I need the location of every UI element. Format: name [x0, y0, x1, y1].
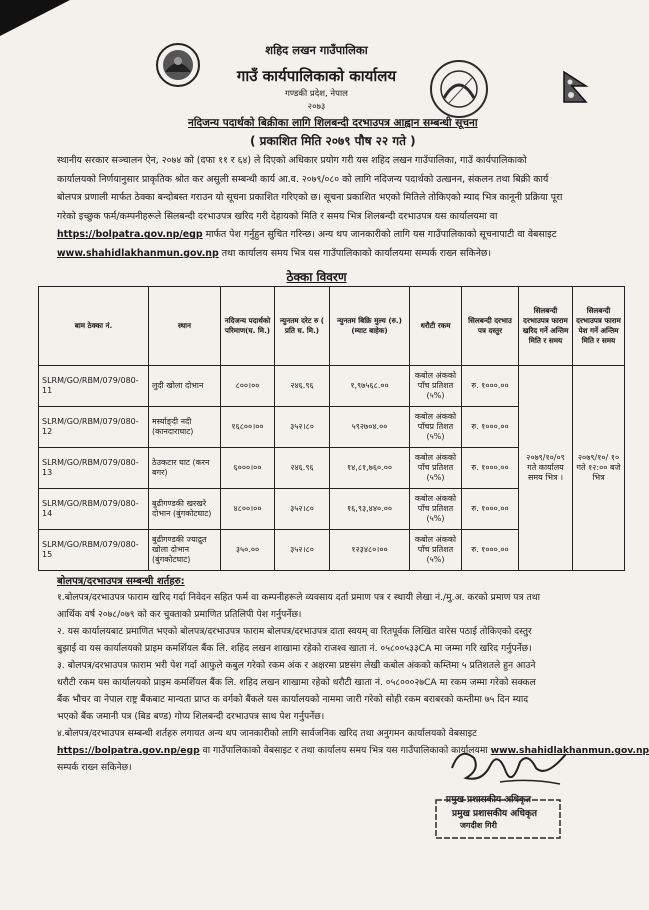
egp-link[interactable]: https://bolpatra.gov.np/egp — [57, 229, 203, 241]
intro-line: गरेको इच्छुक फर्म/कम्पनीहरूले सिलबन्दी दरभाउपत्र खरिद गरी देहायको मिति र समय भित्र शिलबन्दी दरभाउपत्र यस कार्यालयमा वा — [57, 210, 498, 222]
cell-fee: रु. १०००.०० — [462, 530, 519, 571]
cell-fee: रु. १०००.०० — [462, 448, 519, 489]
intro-line — [57, 226, 612, 245]
col-header-purchase-deadline: सिलबन्दी दरभाउपत्र फाराम खरिद गर्ने अन्तिम मिति र समय — [519, 287, 573, 366]
egp-link-terms[interactable]: https://bolpatra.gov.np/egp — [57, 745, 200, 756]
cell-submit-deadline: २०७९/१०/ १० गते १२:०० बजे भित्र — [573, 366, 625, 571]
cell-deposit: कबोल अंकको पाँच प्रतिशत (५%) — [410, 530, 462, 571]
province-name: गण्डकी प्रदेश, नेपाल — [285, 89, 348, 99]
stamp-name: जगदीश गिरी — [460, 821, 497, 830]
cell-price: १६,९३,४४०.०० — [330, 489, 410, 530]
terms-line: सम्पर्क राख्न सकिनेछ। — [57, 762, 132, 773]
terms-line: धरौटी रकम यस कार्यालयको प्राइम कमर्शियल बैंक लि. शहिद लखन शाखामा रहेको धरौटी खाता नं. ०५८०००२७CA मा रकम जम्मा गरेको सक्कल — [57, 677, 536, 688]
office-name: गाउँ कार्यपालिकाको कार्यालय — [236, 67, 397, 85]
established-year: २०७३ — [307, 102, 326, 112]
col-header-deposit: धरौटी रकम — [410, 287, 462, 366]
cell-place: लुदी खोला दोभान — [149, 366, 221, 407]
col-header-rate: न्युनतम दरेट रु ( प्रति घ. मि.) — [275, 287, 330, 366]
terms-line: आर्थिक वर्ष २०७८/०७९ को कर चुक्ताको प्रमाणित प्रतिलिपी पेश गर्नुपर्नेछ। — [57, 609, 302, 620]
col-header-place: स्थान — [149, 287, 221, 366]
table-header-row — [39, 287, 625, 366]
cell-quantity: ६०००।०० — [221, 448, 275, 489]
col-header-fee: सिलबन्दी दरभाउ पत्र दस्तुर — [462, 287, 519, 366]
cell-place: बुढीगण्डकी ज्याद्रुत खोला दोभान (बुंगकोटघाट) — [149, 530, 221, 571]
designation-label: प्रमुख प्रशासकीय अधिकृत — [446, 795, 532, 805]
cell-quantity: ४८००।०० — [221, 489, 275, 530]
cell-deposit: कबोल अंकको पाँच प्रतिशत (५%) — [410, 448, 462, 489]
cell-contract-no: SLRM/GO/RBM/079/080-14 — [39, 489, 149, 530]
cell-rate: ३५२।८० — [275, 489, 330, 530]
terms-line: बुझाई वा यस कार्यालयको प्राइम कमर्शियल बैंक लि. शहिद लखन शाखामा रहेको राजश्व खाता नं. ०५८००५३३CA मा जम्मा गरि खरिद गर्नुपर्नेछ। — [57, 643, 532, 654]
cell-contract-no: SLRM/GO/RBM/079/080-13 — [39, 448, 149, 489]
cell-fee: रु. १०००.०० — [462, 407, 519, 448]
website-link[interactable]: www.shahidlakhanmun.gov.np — [57, 247, 219, 259]
col-header-submit-deadline: सिलबन्दी दरभाउपत्र फाराम पेश गर्ने अन्तिम मिति र समय — [573, 287, 625, 366]
terms-line: भएको बैंक जमानी पत्र (बिड बण्ड) गोप्य शिलबन्दी दरभाउपत्र साथ पेश गर्नुपर्नेछ। — [57, 711, 325, 722]
intro-line-text: तथा कार्यालय समय भित्र यस गाउँपालिकाको कार्यालयमा सम्पर्क राख्न सकिनेछ। — [221, 247, 492, 259]
cell-deposit: कबोल अंकको पाँच प्रतिशत (५%) — [410, 366, 462, 407]
cell-fee: रु. १०००.०० — [462, 366, 519, 407]
cell-rate: ३५२।८० — [275, 407, 330, 448]
notice-title: नदिजन्य पदार्थको बिक्रीका लागि शिलबन्दी दरभाउपत्र आह्वान सम्बन्धी सूचना — [188, 117, 478, 129]
cell-contract-no: SLRM/GO/RBM/079/080-15 — [39, 530, 149, 571]
website-link-terms[interactable]: www.shahidlakhanmun.gov.np — [490, 745, 649, 756]
cell-deposit: कबोल अंकको पाँचप्र तिशत (५%) — [410, 407, 462, 448]
cell-contract-no: SLRM/GO/RBM/079/080-12 — [39, 407, 149, 448]
intro-line-text: मार्फत पेश गर्नुहुन सुचित गरिन्छ। अन्य थप जानकारीको लागि यस गाउँपालिकाको सूचनापाटी वा वेबसाइट — [205, 229, 557, 241]
cell-place: बुढीगण्डकी खरखरे दोभान (बुंगकोटघाट) — [149, 489, 221, 530]
terms-title: बोलपत्र/दरभाउपत्र सम्बन्धी शर्तहरु: — [57, 576, 185, 587]
contract-table — [38, 286, 625, 571]
cell-price: १,९७५६८.०० — [330, 366, 410, 407]
cell-price: १२३४८०।०० — [330, 530, 410, 571]
cell-price: १४,८१,७६०.०० — [330, 448, 410, 489]
terms-line: ४.बोलपत्र/दरभाउपत्र सम्बन्धी शर्तहरु लगायत अन्य थप जानकारीको लागि सार्वजनिक खरिद तथा अनुगमन कार्यालयको वेबसाइट — [57, 728, 477, 739]
intro-line: स्थानीय सरकार सञ्चालन ऐन, २०७४ को (दफा ११ र ६४) ले दिएको अधिकार प्रयोग गरी यस शहिद लखन गाउँपालिका, गाउँ कार्यपालिकाको — [57, 155, 527, 166]
intro-line — [57, 245, 612, 264]
cell-contract-no: SLRM/GO/RBM/079/080-11 — [39, 366, 149, 407]
table-row — [39, 366, 625, 407]
scan-corner-shadow — [0, 0, 70, 36]
cell-rate: २४६.९६ — [275, 366, 330, 407]
cell-quantity: ८००।०० — [221, 366, 275, 407]
published-date: ( प्रकाशित मिति २०७९ पौष २२ गते ) — [250, 134, 416, 148]
cell-fee: रु. १०००.०० — [462, 489, 519, 530]
cell-place: ठेउकटार घाट (करन बगर) — [149, 448, 221, 489]
cell-purchase-deadline: २०७९/१०/०९ गते कार्यालय समय भित्र । — [519, 366, 573, 571]
col-header-min-price: न्युनतम बिक्रि मुल्य (रु.) (म्याट बाहेक) — [330, 287, 410, 366]
contract-section-title: ठेक्का विवरण — [286, 270, 347, 284]
intro-line: कार्यालयको निर्णयानुसार प्राकृतिक श्रोत कर असुली सम्बन्धी कार्य आ.व. २०७९/०८० को लागि नदिजन्य पदार्थको उत्खनन, संकलन तथा बिक्री कार्य — [57, 173, 549, 185]
official-stamp-icon — [432, 796, 564, 842]
intro-paragraph — [57, 152, 612, 264]
cell-deposit: कबोल अंकको पाँच प्रतिशत (५%) — [410, 489, 462, 530]
col-header-contract-no: बाम ठेक्का नं. — [39, 287, 149, 366]
terms-line: २. यस कार्यालयबाट प्रमाणित भएको बोलपत्र/दरभाउपत्र फाराम बोलपत्र/दरभाउपत्र दाता स्वयम् वा रितपूर्वक लिखित वारेस पठाई तोकिएको दस्तुर — [57, 626, 532, 637]
cell-rate: ३५२।८० — [275, 530, 330, 571]
terms-line: १.बोलपत्र/दरभाउपत्र फाराम खरिद गर्दा निवेदन सहित फर्म वा कम्पनीहरूले व्यवसाय दर्ता प्रमाण पत्र र स्थायी लेखा नं./मु.अ. करको प्रमाण पत्र तथा — [57, 592, 540, 603]
terms-line: ३. बोलपत्र/दरभाउपत्र फाराम भरी पेश गर्दा आफुले कबुल गरेको रकम अंक र अक्षरमा प्रष्टसंग लेखी कबोल अंकको कम्तिमा ५ प्रतिशतले हुन आउने — [57, 660, 536, 671]
cell-rate: २४६.९६ — [275, 448, 330, 489]
cell-quantity: ३५०.०० — [221, 530, 275, 571]
stamp-title: प्रमुख प्रशासकीय अधिकृत — [452, 809, 538, 819]
municipality-name: शहिद लखन गाउँपालिका — [265, 43, 368, 57]
terms-line: बैंक भौचर वा नेपाल राष्ट्र बैंकबाट मान्यता प्राप्त क वर्गको बैंकले यस कार्यालयको नाममा जारी गरेको सोही रकम बराबरको कम्तीमा ७५ दिन म्याद — [57, 694, 529, 705]
col-header-quantity: नदिजन्य पदार्थको परिमाण(घ. मि.) — [221, 287, 275, 366]
cell-price: ५९२७०४.०० — [330, 407, 410, 448]
cell-quantity: १६८००।०० — [221, 407, 275, 448]
cell-place: मर्स्याङ्दी नदी (कानदाराघाट) — [149, 407, 221, 448]
signature-icon — [440, 738, 580, 798]
terms-line-text: वा गाउँपालिकाको वेबसाइट र तथा कार्यालय समय भित्र यस गाउँपालिकाको कार्यालयमा — [202, 745, 488, 756]
intro-line: बोलपत्र प्रणाली मार्फत ठेक्का बन्दोबस्त गराउन यो सूचना प्रकाशित गरिएको छ। सूचना प्रकाशित भएको मितिले तोकिएको म्याद भित्र कानूनी प्रक्रिया पूरा — [57, 192, 563, 204]
